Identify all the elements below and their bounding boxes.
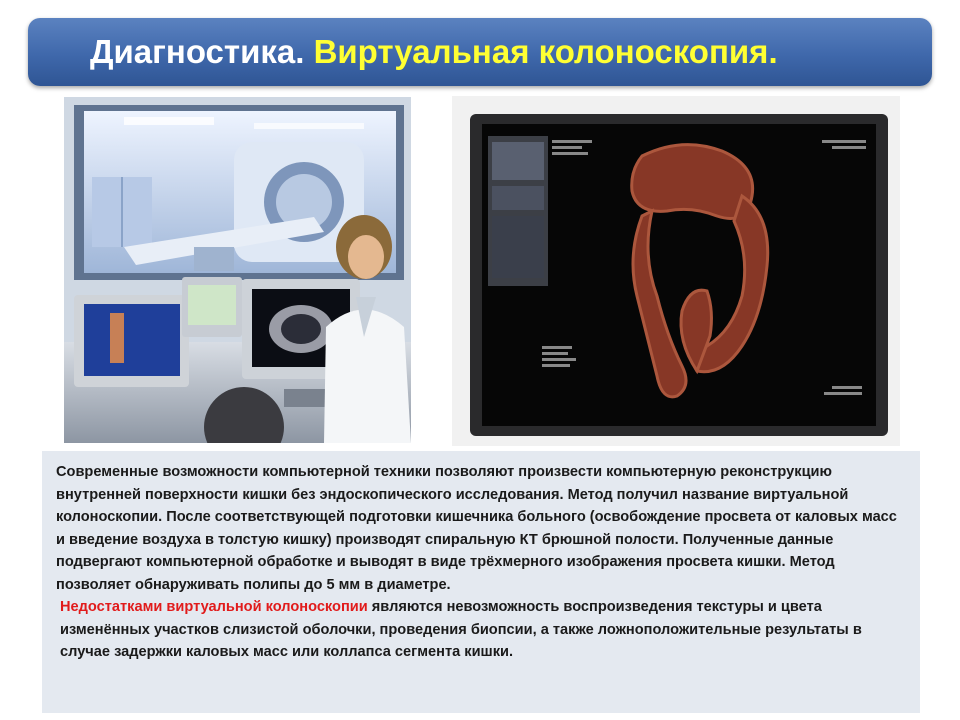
title-bar <box>28 18 932 86</box>
ct-scanner-room-photo <box>64 97 411 443</box>
virtual-colonoscopy-monitor-photo <box>452 96 900 446</box>
description-paragraph: Современные возможности компьютерной техники позволяют произвести компьютерную реконструкцию внутренней поверхности кишки без эндоскопического исследования. Метод получил название виртуальной колоноскопии. После соответствующей подготовки кишечника больного (освобождение просвета от каловых масс и введение воздуха в толстую кишку) производят спиральную КТ брюшной полости. Полученные данные подвергают компьютерной обработке и выводят в виде трёхмерного изображения просвета кишки. Метод позволяет обнаруживать полипы до 5 мм в диаметре. <box>56 464 897 593</box>
title-main: Диагностика. <box>90 33 305 70</box>
drawbacks-paragraph <box>56 596 906 664</box>
drawbacks-text: являются невозможность воспроизведения текстуры и цвета изменённых участков слизистой оболочки, проведения биопсии, а также ложноположительные результаты в случае задержки каловых масс или коллапса сегмента кишки. <box>60 599 862 660</box>
drawbacks-highlight: Недостатками виртуальной колоноскопии <box>60 599 368 615</box>
slide-title <box>90 33 778 71</box>
title-accent: Виртуальная колоноскопия. <box>313 33 778 70</box>
description-box <box>42 451 920 713</box>
